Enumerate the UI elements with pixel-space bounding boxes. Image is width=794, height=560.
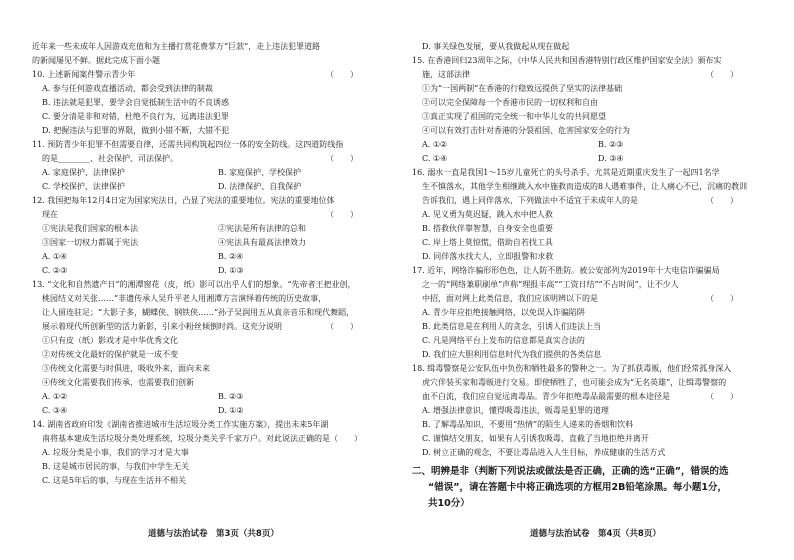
option-a: A. 参与任何游戏直播活动，都会受到法律的制裁 [42, 84, 213, 93]
question-17-stem: 17. 近年，网络诈骗形形色色，让人防不胜防。被公安部列为2019年十大电信诈骗骗局 [412, 266, 720, 275]
option-a: A. 青少年应拒绝接触网络，以免误入诈骗陷阱 [422, 308, 585, 317]
question-11-stem-cont: 的是________、社会保护、司法保护。 （ ） [32, 152, 384, 166]
option-row [32, 264, 384, 278]
question-13-stem-end: 展示着现代所创新型的活力新影，引来小粉丝倾倒时尚。这充分说明 （ ） [32, 320, 384, 334]
statement-1: ①宪法是我们国家的根本法 [42, 224, 138, 233]
question-15-stem-cont: 施，这部法律 （ ） [412, 68, 764, 82]
page-footer-left: 道德与法治试卷 第3页（共8页） [148, 529, 279, 539]
question-18-stem: 18. 缉毒警察是公安队伍中负伤和牺牲最多的警种之一。为了抓获毒贩，他们经常孤身深入 [412, 364, 732, 373]
option-row [32, 390, 384, 404]
option-d: D. 树立正确的观念，不要让毒品进入人生目标，养成健康的生活方式 [422, 448, 666, 457]
option-a: A. 家庭保护、法律保护 [42, 168, 125, 177]
option-row [412, 152, 764, 166]
option-a: A. ①② [42, 392, 68, 401]
option-c: C. 岸上塔上莫惊慌，借助自若找工具 [422, 238, 553, 247]
section-2-line: “错误”，请在答题卡中将正确选项的方框用2B铅笔涂黑。每小题1分， [428, 482, 727, 493]
question-18-stem-end: 血不白流，我们应自觉远离毒品。青少年拒绝毒品最需要的根本途径是 （ ） [412, 390, 764, 404]
option-c: C. ②③ [42, 266, 68, 275]
statement-3: ③真正实现了祖国的完全统一和中华儿女的共同愿望 [422, 112, 606, 121]
answer-paren: （ ） [706, 70, 738, 79]
section-2-line: 共10分） [428, 498, 470, 509]
option-b: B. ②④ [218, 252, 244, 261]
intro-line: 的新闻屡见不鲜。据此完成下面小题 [32, 56, 160, 65]
statement-4: ④宪法具有最高法律效力 [218, 238, 306, 247]
question-17-stem: 之一的“网络兼职刷单”声称“理报丰高”“工资日结”“不占时间”，让不少人 [422, 280, 679, 289]
answer-paren: （ ） [326, 154, 358, 163]
option-row [32, 250, 384, 264]
answer-paren: （ ） [706, 196, 738, 205]
option-a: A. 垃圾分类是小事，我们的学习才是大事 [42, 448, 189, 457]
question-10-stem: 10. 上述新闻案件警示青少年 （ ） [32, 68, 384, 82]
option-c: C. 学校保护、法律保护 [42, 182, 125, 191]
option-d: D. ①③ [218, 266, 244, 275]
option-b: B. 此类信息是在利用人的贪念，引诱人们违法上当 [422, 322, 601, 331]
option-d: D. ③④ [598, 154, 624, 163]
statement-3: ③传统文化需要与时俱进，吸收外来，面向未来 [42, 364, 210, 373]
statement-3: ③国家一切权力都属于宪法 [42, 238, 138, 247]
option-a: A. 增强法律意识，懂得吸毒违法，贩毒是犯罪的道理 [422, 406, 609, 415]
statement-4: ④可以有效打击针对香港的分裂祖国、危害国家安全的行为 [422, 126, 630, 135]
option-b: B. 这是城市居民的事，与我们中学生无关 [42, 462, 189, 471]
option-d: D. 我们应大胆利用信息时代为我们提供的各类信息 [422, 350, 602, 359]
question-13-stem: 13. “文化和自然遗产日”的湘潭窗花（皮，纸）影可以出乎人们的想象。“先帝者王把业创， [32, 280, 356, 289]
option-d: D. 事关绿色发展，要从我做起从现在做起 [422, 42, 570, 51]
answer-paren: （ ） [330, 434, 362, 443]
question-12-stem: 12. 我国把每年12月4日定为国家宪法日，凸显了宪法的重要地位。宪法的重要地位体 [32, 196, 335, 205]
option-b: B. 搭救伙伴靠智慧，自身安全也重要 [422, 224, 553, 233]
answer-paren: （ ） [326, 210, 358, 219]
option-b: B. ②③ [598, 140, 624, 149]
question-16-stem: 生不慎落水，其他学生相继跳入水中施救而造成的8人遇难事件，让人痛心不已，沉痛的教训 [422, 182, 748, 191]
statement-2: ②对传统文化最好的保护就是一成不变 [42, 350, 178, 359]
option-row [32, 166, 384, 180]
statement-row [32, 222, 384, 236]
question-13-stem: 桃园结义对关张……”非遗传承人吴升平老人用湘潭方言演绎着传统的历史故事， [42, 294, 327, 303]
option-c: C. ③④ [42, 406, 68, 415]
option-c: C. 要分清是非和对错，杜绝不良行为，远离违法犯罪 [42, 112, 229, 121]
question-12-stem-cont: 现在 （ ） [32, 208, 384, 222]
intro-line: 近年来一些未成年人因游戏充值和为主播打赏花费掌万“巨款”，走上违法犯罪道路 [32, 42, 321, 51]
answer-paren: （ ） [706, 294, 738, 303]
statement-1: ①只有皮（纸）影戏才是中华优秀文化 [42, 336, 178, 345]
option-row [32, 404, 384, 418]
option-a: A. ①④ [42, 252, 68, 261]
option-b: B. ②③ [218, 392, 244, 401]
question-16-stem: 16. 溺水一直是我国1～15岁儿童死亡的头号杀手。尤其是近期重庆发生了一起四1名学 [412, 168, 720, 177]
answer-paren: （ ） [326, 322, 358, 331]
answer-paren: （ ） [706, 392, 738, 401]
option-d: D. 把握违法与犯罪的界限，做到小错不断，大错不犯 [42, 126, 230, 135]
question-14-stem-cont: 南将基本建成生活垃圾分类处理系统，垃圾分类关乎千家万户。对此说法正确的是 （ ） [32, 432, 384, 446]
question-15-stem: 15. 在香港回归23周年之际，《中华人民共和国香港特别行政区维护国家安全法》颁布实 [412, 56, 722, 65]
option-a: A. 见义勇为莫迟疑，跳入水中把人救 [422, 210, 553, 219]
page-footer-right: 道德与法治试卷 第4页（共8页） [530, 529, 661, 539]
statement-2: ②宪法是所有法律的总和 [218, 224, 306, 233]
statement-row [32, 236, 384, 250]
option-c: C. ①④ [422, 154, 448, 163]
option-a: A. ①② [422, 140, 448, 149]
option-d: D. 法律保护、自我保护 [218, 182, 302, 191]
option-row [32, 180, 384, 194]
section-2-line: 二、明辨是非（判断下列说法或做法是否正确，正确的选“正确”，错误的选 [412, 466, 729, 477]
left-column [32, 40, 384, 488]
option-row [412, 138, 764, 152]
option-b: B. 违法就是犯罪，要学会自觉抵制生活中的不良诱惑 [42, 98, 229, 107]
statement-2: ②可以完全保障每一个香港市民的一切权利和自由 [422, 98, 598, 107]
question-18-stem: 虎穴伴装买家和毒贩进行交易。即使牺牲了，也可能会成为“无名英雄”，让缉毒警察的 [422, 378, 727, 387]
right-column [412, 40, 764, 512]
question-16-stem-end: 告诉我们，遇上同伴落水，下列做法中不适宜于未成年人的是 （ ） [412, 194, 764, 208]
statement-1: ①为“一国两制”在香港的行稳致远提供了坚实的法律基础 [422, 84, 623, 93]
option-c: C. 谨慎结交朋友，如果有人引诱我吸毒，直截了当地拒绝并离开 [422, 434, 649, 443]
option-d: D. ①② [218, 406, 244, 415]
question-17-stem-end: 中招，面对网上此类信息，我们应该明辨以下的是 （ ） [412, 292, 764, 306]
option-c: C. 这是5年后的事，与现在生活并不相关 [42, 476, 187, 485]
question-11-stem: 11. 预防青少年犯罪不但需要自律，还需共同构筑起四位一体的安全防线。这四道防线指 [32, 140, 344, 149]
answer-paren: （ ） [326, 70, 358, 79]
option-b: B. 了解毒品知识，不要用“热情”的陌生人递来的香烟和饮料 [422, 420, 634, 429]
option-c: C. 凡是网络平台上发布的信息都是真实合法的 [422, 336, 585, 345]
section-2-heading [412, 464, 764, 512]
option-d: D. 同伴落水找大人，立即报警和求救 [422, 252, 554, 261]
question-14-stem: 14. 湖南省政府印发《湖南省推进城市生活垃圾分类工作实施方案》，提出未来5年湖 [32, 420, 329, 429]
question-13-stem: 让人留连驻足；“大影子多，蝴蝶侠、钢铁侠……”孙子吴润用五从真亲音乐和现代舞蹈， [42, 308, 355, 317]
option-b: B. 家庭保护、学校保护 [218, 168, 301, 177]
statement-4: ④传统文化需要我们传承，也需要我们创新 [42, 378, 194, 387]
